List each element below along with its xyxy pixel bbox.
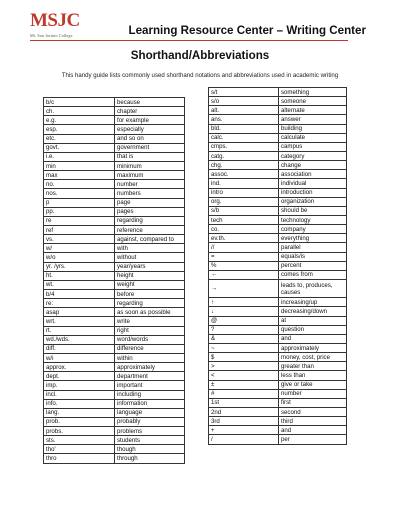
meaning-cell: through <box>115 454 185 463</box>
abbreviation-cell: w/i <box>44 353 115 362</box>
table-row <box>209 133 347 142</box>
table-row <box>209 179 347 188</box>
table-row <box>44 189 185 198</box>
meaning-cell: department <box>115 372 185 381</box>
meaning-cell: though <box>115 445 185 454</box>
table-row <box>44 344 185 353</box>
abbreviation-cell: imp. <box>44 381 115 390</box>
abbreviation-cell: tech <box>209 215 279 224</box>
page-header <box>30 10 366 41</box>
abbreviation-cell: rt. <box>44 326 115 335</box>
abbreviation-cell: ? <box>209 325 279 334</box>
abbreviation-cell: wrt. <box>44 317 115 326</box>
logo-wordmark: MSJC <box>30 10 80 31</box>
meaning-cell: percent <box>279 261 347 270</box>
document-title: Shorthand/Abbreviations <box>130 49 270 62</box>
meaning-cell: minimum <box>115 161 185 170</box>
table-row <box>44 180 185 189</box>
meaning-cell: someone <box>279 97 347 106</box>
abbreviation-cell: alt. <box>209 106 279 115</box>
abbreviation-cell: b/c <box>44 98 115 107</box>
meaning-cell: second <box>279 407 347 416</box>
abbreviation-cell: re: <box>44 299 115 308</box>
table-row <box>44 372 185 381</box>
abbreviation-cell: ↓ <box>209 307 279 316</box>
meaning-cell: chapter <box>115 107 185 116</box>
meaning-cell: and <box>279 334 347 343</box>
abbreviation-cell: tho' <box>44 445 115 454</box>
abbreviation-cell: p <box>44 198 115 207</box>
table-row <box>209 389 347 398</box>
meaning-cell: against, compared to <box>115 235 185 244</box>
table-row <box>209 252 347 261</box>
meaning-cell: association <box>279 170 347 179</box>
abbreviation-cell: > <box>209 362 279 371</box>
abbreviation-cell: govt. <box>44 143 115 152</box>
abbreviation-cell: diff. <box>44 344 115 353</box>
abbreviation-cell: yr. /yrs. <box>44 262 115 271</box>
meaning-cell: difference <box>115 344 185 353</box>
table-row <box>44 216 185 225</box>
abbreviation-cell: + <box>209 426 279 435</box>
meaning-cell: third <box>279 417 347 426</box>
table-row <box>209 161 347 170</box>
table-row <box>209 170 347 179</box>
meaning-cell: especially <box>115 125 185 134</box>
abbreviation-cell: vs. <box>44 235 115 244</box>
abbreviation-cell: ans. <box>209 115 279 124</box>
meaning-cell: building <box>279 124 347 133</box>
abbreviation-cell: etc. <box>44 134 115 143</box>
abbreviation-cell: org. <box>209 197 279 206</box>
meaning-cell: weight <box>115 280 185 289</box>
meaning-cell: something <box>279 88 347 97</box>
meaning-cell: within <box>115 353 185 362</box>
abbreviation-table-right <box>208 87 347 445</box>
meaning-cell: important <box>115 381 185 390</box>
table-row <box>209 124 347 133</box>
table-row <box>44 198 185 207</box>
abbreviation-cell: # <box>209 389 279 398</box>
meaning-cell: height <box>115 271 185 280</box>
table-row <box>209 362 347 371</box>
meaning-cell: information <box>115 399 185 408</box>
table-row <box>44 326 185 335</box>
meaning-cell: approximately <box>279 343 347 352</box>
meaning-cell: right <box>115 326 185 335</box>
table-row <box>44 289 185 298</box>
abbreviation-cell: b/4 <box>44 289 115 298</box>
abbreviation-cell: cmps. <box>209 142 279 151</box>
table-row <box>209 380 347 389</box>
abbreviation-cell: ref <box>44 225 115 234</box>
meaning-cell: approximately <box>115 363 185 372</box>
table-row <box>209 188 347 197</box>
abbreviation-cell: e.g. <box>44 116 115 125</box>
meaning-cell: give or take <box>279 380 347 389</box>
abbreviation-cell: asap <box>44 308 115 317</box>
meaning-cell: before <box>115 289 185 298</box>
abbreviation-cell: approx. <box>44 363 115 372</box>
table-row <box>209 270 347 279</box>
table-row <box>209 151 347 160</box>
abbreviation-cell: ev.th. <box>209 234 279 243</box>
meaning-cell: at <box>279 316 347 325</box>
meaning-cell: calculate <box>279 133 347 142</box>
meaning-cell: campus <box>279 142 347 151</box>
meaning-cell: for example <box>115 116 185 125</box>
meaning-cell: number <box>279 389 347 398</box>
abbreviation-cell: incl. <box>44 390 115 399</box>
abbreviation-cell: catg. <box>209 151 279 160</box>
abbreviation-cell: i.e. <box>44 152 115 161</box>
abbreviation-table-left <box>43 97 185 464</box>
meaning-cell: should be <box>279 206 347 215</box>
abbreviation-cell: calc. <box>209 133 279 142</box>
abbreviation-cell: intro <box>209 188 279 197</box>
table-row <box>209 142 347 151</box>
abbreviation-cell: w/ <box>44 244 115 253</box>
meaning-cell: question <box>279 325 347 334</box>
table-row <box>209 279 347 297</box>
meaning-cell: that is <box>115 152 185 161</box>
meaning-cell: company <box>279 225 347 234</box>
table-row <box>44 271 185 280</box>
meaning-cell: regarding <box>115 299 185 308</box>
table-row <box>209 298 347 307</box>
abbreviation-cell: bld. <box>209 124 279 133</box>
table-row <box>209 106 347 115</box>
table-row <box>44 107 185 116</box>
table-row <box>44 381 185 390</box>
meaning-cell: year/years <box>115 262 185 271</box>
table-row <box>44 417 185 426</box>
meaning-cell: individual <box>279 179 347 188</box>
abbreviation-cell: ← <box>209 270 279 279</box>
meaning-cell: write <box>115 317 185 326</box>
meaning-cell: greater than <box>279 362 347 371</box>
intro-text: This handy guide lists commonly used shorthand notations and abbreviations used in academic writing <box>61 72 339 79</box>
meaning-cell: students <box>115 436 185 445</box>
abbreviation-cell: pp. <box>44 207 115 216</box>
table-row <box>44 244 185 253</box>
table-row <box>44 116 185 125</box>
meaning-cell: technology <box>279 215 347 224</box>
abbreviation-cell: info. <box>44 399 115 408</box>
table-row <box>44 363 185 372</box>
abbreviation-cell: // <box>209 243 279 252</box>
abbreviation-cell: s/b <box>209 206 279 215</box>
abbreviation-cell: < <box>209 371 279 380</box>
meaning-cell: decreasing/down <box>279 307 347 316</box>
abbreviation-cell: % <box>209 261 279 270</box>
logo-subtext: Mt. San Jacinto College <box>30 33 73 38</box>
meaning-cell: and <box>279 426 347 435</box>
table-row <box>44 225 185 234</box>
table-row <box>44 427 185 436</box>
abbreviation-cell: ht. <box>44 271 115 280</box>
meaning-cell: with <box>115 244 185 253</box>
table-row <box>209 353 347 362</box>
abbreviation-cell: ~ <box>209 343 279 352</box>
table-row <box>44 207 185 216</box>
table-row <box>209 426 347 435</box>
abbreviation-cell: assoc. <box>209 170 279 179</box>
abbreviation-cell: $ <box>209 353 279 362</box>
meaning-cell: everything <box>279 234 347 243</box>
table-row <box>44 280 185 289</box>
meaning-cell: without <box>115 253 185 262</box>
table-row <box>209 371 347 380</box>
meaning-cell: numbers <box>115 189 185 198</box>
table-row <box>209 234 347 243</box>
abbreviation-cell: ↑ <box>209 298 279 307</box>
table-row <box>44 308 185 317</box>
table-row <box>209 417 347 426</box>
abbreviation-cell: lang. <box>44 408 115 417</box>
table-row <box>209 97 347 106</box>
meaning-cell: introduction <box>279 188 347 197</box>
abbreviation-cell: ± <box>209 380 279 389</box>
table-row <box>44 399 185 408</box>
abbreviation-cell: max <box>44 171 115 180</box>
abbreviation-cell: 3rd <box>209 417 279 426</box>
abbreviation-cell: s/t <box>209 88 279 97</box>
meaning-cell: money, cost, price <box>279 353 347 362</box>
table-row <box>44 134 185 143</box>
meaning-cell: word/words <box>115 335 185 344</box>
table-row <box>209 435 347 444</box>
table-row <box>209 325 347 334</box>
header-title: Learning Resource Center – Writing Center <box>128 24 366 37</box>
abbreviation-cell: no. <box>44 180 115 189</box>
abbreviation-cell: wd./wds. <box>44 335 115 344</box>
meaning-cell: category <box>279 151 347 160</box>
table-row <box>44 152 185 161</box>
meaning-cell: parallel <box>279 243 347 252</box>
meaning-cell: and so on <box>115 134 185 143</box>
table-row <box>44 317 185 326</box>
table-row <box>44 408 185 417</box>
meaning-cell: number <box>115 180 185 189</box>
msjc-logo <box>30 10 92 41</box>
table-row <box>209 316 347 325</box>
abbreviation-cell: ind. <box>209 179 279 188</box>
table-row <box>209 215 347 224</box>
table-row <box>209 398 347 407</box>
meaning-cell: first <box>279 398 347 407</box>
table-row <box>209 206 347 215</box>
table-row <box>44 98 185 107</box>
meaning-cell: pages <box>115 207 185 216</box>
abbreviation-cell: 1st <box>209 398 279 407</box>
abbreviation-cell: esp. <box>44 125 115 134</box>
meaning-cell: change <box>279 161 347 170</box>
meaning-cell: language <box>115 408 185 417</box>
abbreviation-cell: w/o <box>44 253 115 262</box>
meaning-cell: equals/is <box>279 252 347 261</box>
meaning-cell: answer <box>279 115 347 124</box>
meaning-cell: government <box>115 143 185 152</box>
meaning-cell: less than <box>279 371 347 380</box>
abbreviation-cell: → <box>209 279 279 297</box>
abbreviation-cell: / <box>209 435 279 444</box>
abbreviation-cell: sts. <box>44 436 115 445</box>
meaning-cell: organization <box>279 197 347 206</box>
abbreviation-cell: & <box>209 334 279 343</box>
table-row <box>209 243 347 252</box>
abbreviation-cell: = <box>209 252 279 261</box>
meaning-cell: per <box>279 435 347 444</box>
abbreviation-cell: prob. <box>44 417 115 426</box>
meaning-cell: as soon as possible <box>115 308 185 317</box>
header-divider <box>30 40 348 41</box>
table-row <box>44 262 185 271</box>
abbreviation-cell: dept. <box>44 372 115 381</box>
table-row <box>44 161 185 170</box>
abbreviation-cell: nos. <box>44 189 115 198</box>
abbreviation-cell: ch. <box>44 107 115 116</box>
table-row <box>209 115 347 124</box>
meaning-cell: comes from <box>279 270 347 279</box>
table-row <box>209 407 347 416</box>
abbreviation-cell: 2nd <box>209 407 279 416</box>
table-row <box>44 235 185 244</box>
abbreviation-cell: chg. <box>209 161 279 170</box>
table-row <box>44 454 185 463</box>
table-row <box>44 353 185 362</box>
meaning-cell: including <box>115 390 185 399</box>
table-row <box>44 299 185 308</box>
table-row <box>44 445 185 454</box>
table-row <box>209 88 347 97</box>
abbreviation-cell: co. <box>209 225 279 234</box>
table-row <box>44 390 185 399</box>
meaning-cell: because <box>115 98 185 107</box>
table-row <box>44 143 185 152</box>
table-row <box>44 436 185 445</box>
abbreviation-cell: wt. <box>44 280 115 289</box>
meaning-cell: maximum <box>115 171 185 180</box>
abbreviation-cell: @ <box>209 316 279 325</box>
table-row <box>209 334 347 343</box>
abbreviation-cell: probs. <box>44 427 115 436</box>
table-row <box>44 125 185 134</box>
meaning-cell: probably <box>115 417 185 426</box>
abbreviation-cell: re <box>44 216 115 225</box>
table-row <box>209 307 347 316</box>
meaning-cell: increasing/up <box>279 298 347 307</box>
table-row <box>44 171 185 180</box>
abbreviation-cell: thro <box>44 454 115 463</box>
meaning-cell: alternate <box>279 106 347 115</box>
table-row <box>209 197 347 206</box>
meaning-cell: regarding <box>115 216 185 225</box>
abbreviation-cell: min <box>44 161 115 170</box>
meaning-cell: page <box>115 198 185 207</box>
meaning-cell: problems <box>115 427 185 436</box>
table-row <box>209 343 347 352</box>
meaning-cell: leads to, produces, causes <box>279 279 347 297</box>
abbreviation-cell: s/o <box>209 97 279 106</box>
table-row <box>44 253 185 262</box>
table-row <box>209 225 347 234</box>
table-row <box>44 335 185 344</box>
meaning-cell: reference <box>115 225 185 234</box>
table-row <box>209 261 347 270</box>
